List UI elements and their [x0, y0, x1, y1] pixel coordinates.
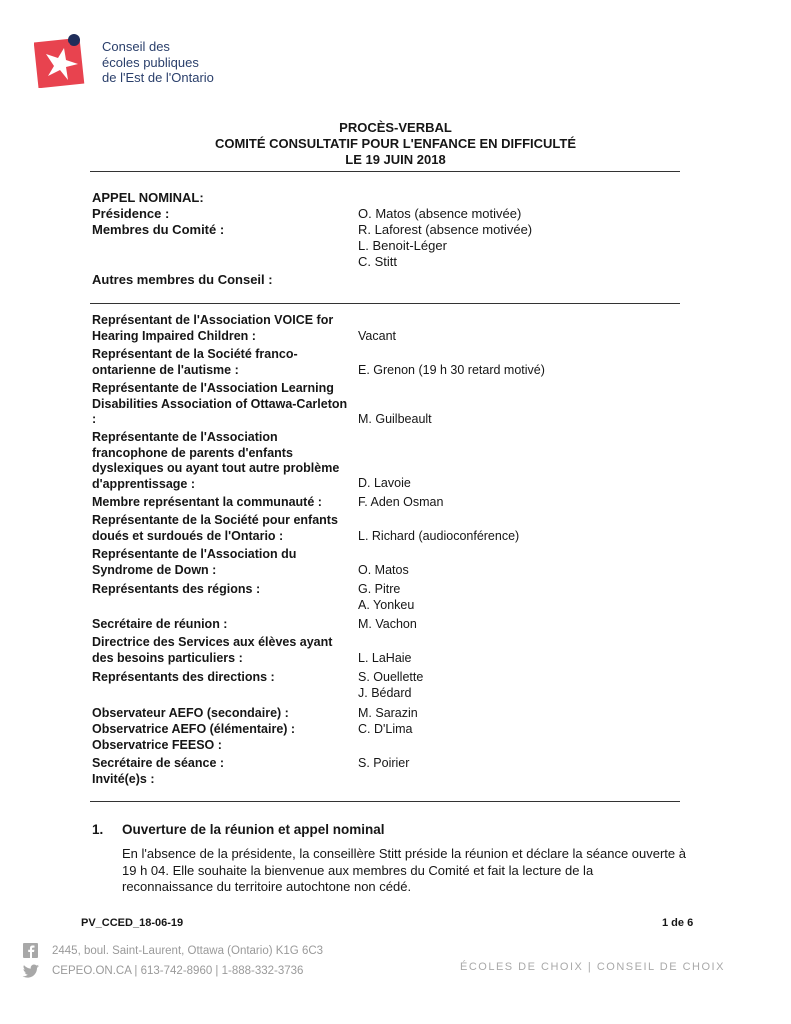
contact-text: CEPEO.ON.CA | 613-742-8960 | 1-888-332-3736 [52, 965, 304, 977]
attendance-label: Représentant de la Société franco-ontarienne de l'autisme : [92, 347, 298, 377]
attendance-value: L. Richard (audioconférence) [358, 529, 520, 543]
attendance-value: D. Lavoie [358, 476, 411, 490]
attendance-label: Observatrice AEFO (élémentaire) : [92, 722, 296, 736]
attendance-value: F. Aden Osman [358, 495, 444, 509]
attendance-value: S. Ouellette [358, 670, 424, 684]
document-title [0, 120, 791, 168]
title-line-1: PROCÈS-VERBAL [339, 120, 452, 135]
title-line-2: COMITÉ CONSULTATIF POUR L'ENFANCE EN DIFFICULTÉ [214, 136, 577, 151]
contact-line [22, 961, 323, 981]
title-divider [90, 171, 680, 172]
title-line-3: LE 19 JUIN 2018 [345, 152, 446, 167]
member-name: C. Stitt [358, 254, 398, 269]
section-1-paragraph: En l'absence de la présidente, la conseillère Stitt préside la réunion et déclare la séance ouverte à 19 h 04. Elle souhaite la bienvenue aux membres du Comité et fait la lecture de la reconnaissance du territoire autochtone non cédé. [122, 846, 686, 894]
attendance-label: Représentante de la Société pour enfants doués et surdoués de l'Ontario : [92, 513, 338, 543]
facebook-icon [22, 943, 40, 959]
address-text: 2445, boul. Saint-Laurent, Ottawa (Ontario) K1G 6C3 [52, 945, 324, 957]
attendance-label: Représentante de l'Association francophone de parents d'enfants dyslexiques ou ayant tout autre problème d'apprentissage : [92, 430, 340, 491]
footer-contact-block [22, 941, 323, 981]
attendance-value: S. Poirier [358, 756, 410, 770]
organization-name [102, 39, 214, 86]
attendance-label: Observatrice FEESO : [92, 738, 222, 752]
attendance-label: Observateur AEFO (secondaire) : [92, 706, 289, 720]
attendance-value: M. Vachon [358, 617, 417, 631]
attendance-value: Vacant [358, 329, 396, 343]
attendance-label: Invité(e)s : [92, 772, 155, 786]
address-line [22, 941, 323, 961]
attendance-value: L. LaHaie [358, 651, 412, 665]
attendance-label: Représentante de l'Association Learning Disabilities Association of Ottawa-Carleton : [92, 381, 348, 426]
members-label: Membres du Comité : [92, 222, 225, 237]
attendance-label: Directrice des Services aux élèves ayant des besoins particuliers : [92, 635, 333, 665]
presidence-value: O. Matos (absence motivée) [358, 206, 522, 221]
attendance-label: Secrétaire de séance : [92, 756, 225, 770]
member-name: L. Benoit-Léger [358, 238, 447, 253]
attendance-value: M. Sarazin [358, 706, 418, 720]
footer-tagline: ÉCOLES DE CHOIX | CONSEIL DE CHOIX [460, 961, 725, 973]
attendance-label: Secrétaire de réunion : [92, 617, 228, 631]
presidence-label: Présidence : [92, 206, 170, 221]
attendance-value: G. Pitre [358, 582, 401, 596]
attendance-divider [90, 801, 680, 802]
org-line-1: Conseil des [102, 39, 170, 54]
section-1-heading [92, 822, 385, 837]
attendance-value: O. Matos [358, 563, 409, 577]
twitter-icon [22, 963, 40, 979]
org-line-3: de l'Est de l'Ontario [102, 70, 214, 85]
attendance-value: E. Grenon (19 h 30 retard motivé) [358, 363, 545, 377]
attendance-label: Représentants des directions : [92, 670, 275, 684]
roll-call-divider [90, 303, 680, 304]
attendance-value: A. Yonkeu [358, 598, 415, 612]
org-line-2: écoles publiques [102, 54, 199, 70]
roll-call-heading: APPEL NOMINAL: [92, 190, 204, 205]
document-id: PV_CCED_18-06-19 [81, 917, 184, 929]
attendance-value: J. Bédard [358, 686, 412, 700]
attendance-label: Représentants des régions : [92, 582, 261, 596]
cepeo-logo [34, 30, 92, 88]
attendance-label: Membre représentant la communauté : [92, 495, 322, 509]
page-number: 1 de 6 [662, 917, 694, 929]
member-name: R. Laforest (absence motivée) [358, 222, 533, 237]
attendance-label: Représentant de l'Association VOICE for Hearing Impaired Children : [92, 313, 334, 343]
attendance-value: C. D'Lima [358, 722, 413, 736]
section-number: 1. [92, 822, 104, 837]
attendance-value: M. Guilbeault [358, 412, 432, 426]
section-title: Ouverture de la réunion et appel nominal [122, 822, 385, 837]
attendance-label: Représentante de l'Association du Syndrome de Down : [92, 547, 297, 577]
other-members-label: Autres membres du Conseil : [92, 272, 273, 287]
